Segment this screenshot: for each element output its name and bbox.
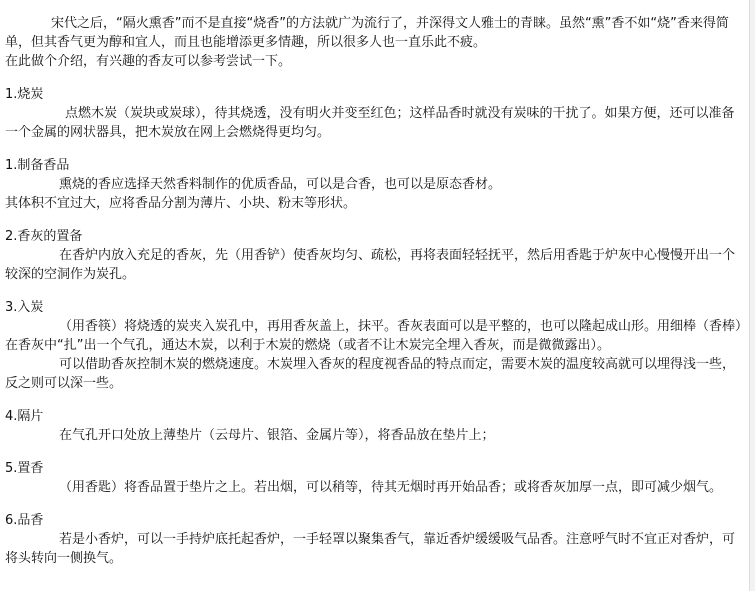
section-paragraph: 在香炉内放入充足的香灰，先（用香铲）使香灰均匀、疏松，再将表面轻轻抚平，然后用香匙于炉灰中心慢慢开出一个较深的空洞作为炭孔。 — [5, 248, 736, 282]
section-paragraph: 若是小香炉，可以一手持炉底托起香炉，一手轻罩以聚集香气，靠近香炉缓缓吸气品香。注意呼气时不宜正对香炉，可将头转向一侧换气。 — [5, 532, 736, 566]
scrollbar-edge[interactable] — [749, 0, 755, 591]
section-heading-incense-ash: 2.香灰的置备 — [5, 229, 83, 244]
section-paragraph: 点燃木炭（炭块或炭球），待其烧透，没有明火并变至红色；这样品香时就没有炭味的干扰了。如果方便，还可以准备一个金属的网状器具，把木炭放在网上会燃烧得更均匀。 — [5, 106, 735, 140]
intro-paragraph-1: 宋代之后，“隔火熏香”而不是直接“烧香”的方法就广为流行了，并深得文人雅士的青睐。虽然“熏”香不如“烧”香来得简单，但其香气更为醇和宜人，而且也能增添更多情趣，所以很多人也一直乐此不疲。 — [5, 16, 729, 50]
section-heading-burn-charcoal: 1.烧炭 — [5, 87, 44, 102]
section-paragraph: （用香筷）将烧透的炭夹入炭孔中，再用香灰盖上，抹平。香灰表面可以是平整的，也可以隆起成山形。用细棒（香棒）在香灰中“扎”出一个气孔，通达木炭，以利于木炭的燃烧（或者不让木炭完全埋入香灰，而是微微露出）。 — [5, 319, 742, 353]
section-heading-spacer-plate: 4.隔片 — [5, 409, 44, 424]
section-heading-place-incense: 5.置香 — [5, 461, 44, 476]
intro-paragraph-2: 在此做个介绍，有兴趣的香友可以参考尝试一下。 — [5, 54, 292, 69]
section-heading-appreciate-incense: 6.品香 — [5, 513, 44, 528]
section-paragraph: 可以借助香灰控制木炭的燃烧速度。木炭埋入香灰的程度视香品的特点而定，需要木炭的温度较高就可以埋得浅一些，反之则可以深一些。 — [5, 357, 736, 391]
section-paragraph: （用香匙）将香品置于垫片之上。若出烟，可以稍等，待其无烟时再开始品香；或将香灰加厚一点，即可减少烟气。 — [59, 480, 723, 495]
article-body — [5, 14, 747, 568]
section-paragraph: 在气孔开口处放上薄垫片（云母片、银箔、金属片等），将香品放在垫片上； — [59, 428, 495, 443]
section-heading-insert-charcoal: 3.入炭 — [5, 300, 44, 315]
section-heading-prepare-incense: 1.制备香品 — [5, 158, 70, 173]
section-paragraph: 熏烧的香应选择天然香料制作的优质香品，可以是合香，也可以是原态香材。 — [59, 177, 502, 192]
section-paragraph: 其体积不宜过大，应将香品分割为薄片、小块、粉末等形状。 — [5, 196, 357, 211]
